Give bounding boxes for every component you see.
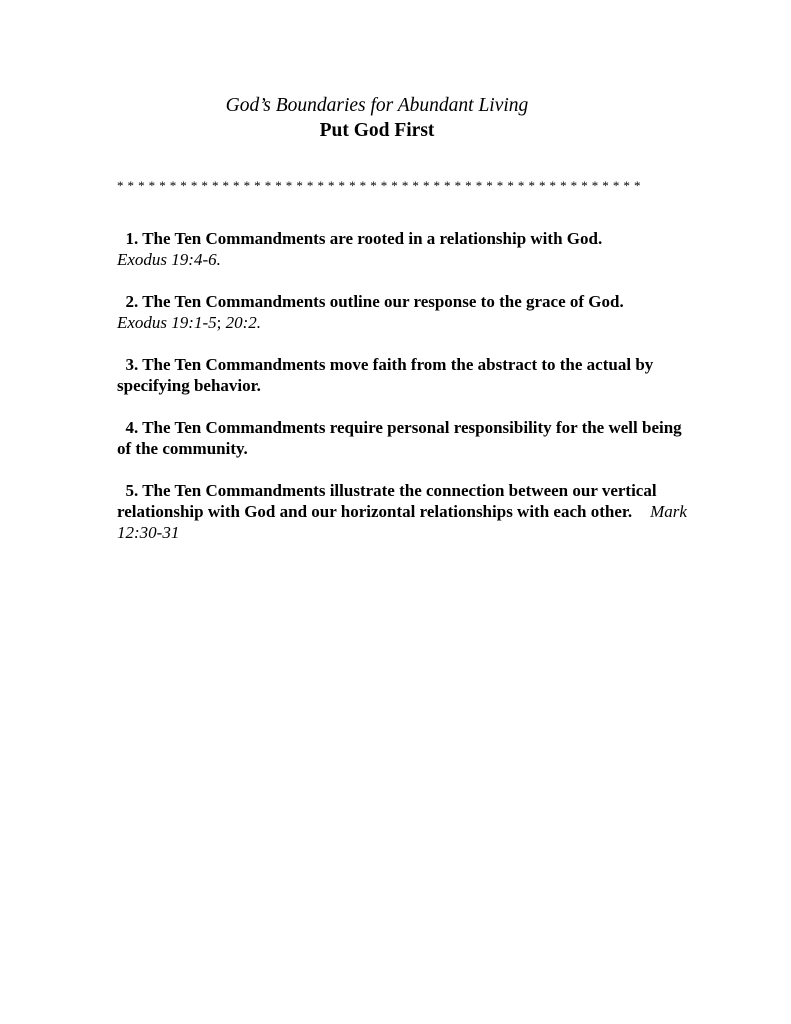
document-title: Put God First	[319, 120, 435, 141]
point-2-reference-2: 20:2.	[225, 313, 262, 332]
point-3-text: 3. The Ten Commandments move faith from the abstract to the actual by specifying behavior.	[117, 355, 658, 395]
point-2-text: 2. The Ten Commandments outline our response to the grace of God.	[117, 292, 624, 311]
point-1-reference: Exodus 19:4-6.	[117, 250, 221, 269]
point-1	[117, 228, 687, 270]
points-list	[117, 228, 687, 564]
document-subtitle: God’s Boundaries for Abundant Living	[225, 95, 529, 116]
point-1-text: 1. The Ten Commandments are rooted in a relationship with God.	[117, 229, 603, 248]
point-2-reference-separator: ;	[216, 313, 226, 332]
title-block	[117, 93, 637, 143]
point-2-reference: Exodus 19:1-5	[117, 313, 217, 332]
asterisk-divider: * * * * * * * * * * * * * * * * * * * * * * * * * * * * * * * * * * * * * * * * * * * * * * * * * *	[117, 178, 641, 193]
point-5-reference: Mark 12:30-31	[117, 502, 687, 542]
point-2	[117, 291, 687, 333]
point-5	[117, 480, 687, 543]
point-3	[117, 354, 687, 396]
point-4-text: 4. The Ten Commandments require personal responsibility for the well being of the community.	[117, 418, 686, 458]
point-5-text: 5. The Ten Commandments illustrate the connection between our vertical relationship with God and our horizontal relationships with each other.	[117, 481, 661, 521]
point-4	[117, 417, 687, 459]
